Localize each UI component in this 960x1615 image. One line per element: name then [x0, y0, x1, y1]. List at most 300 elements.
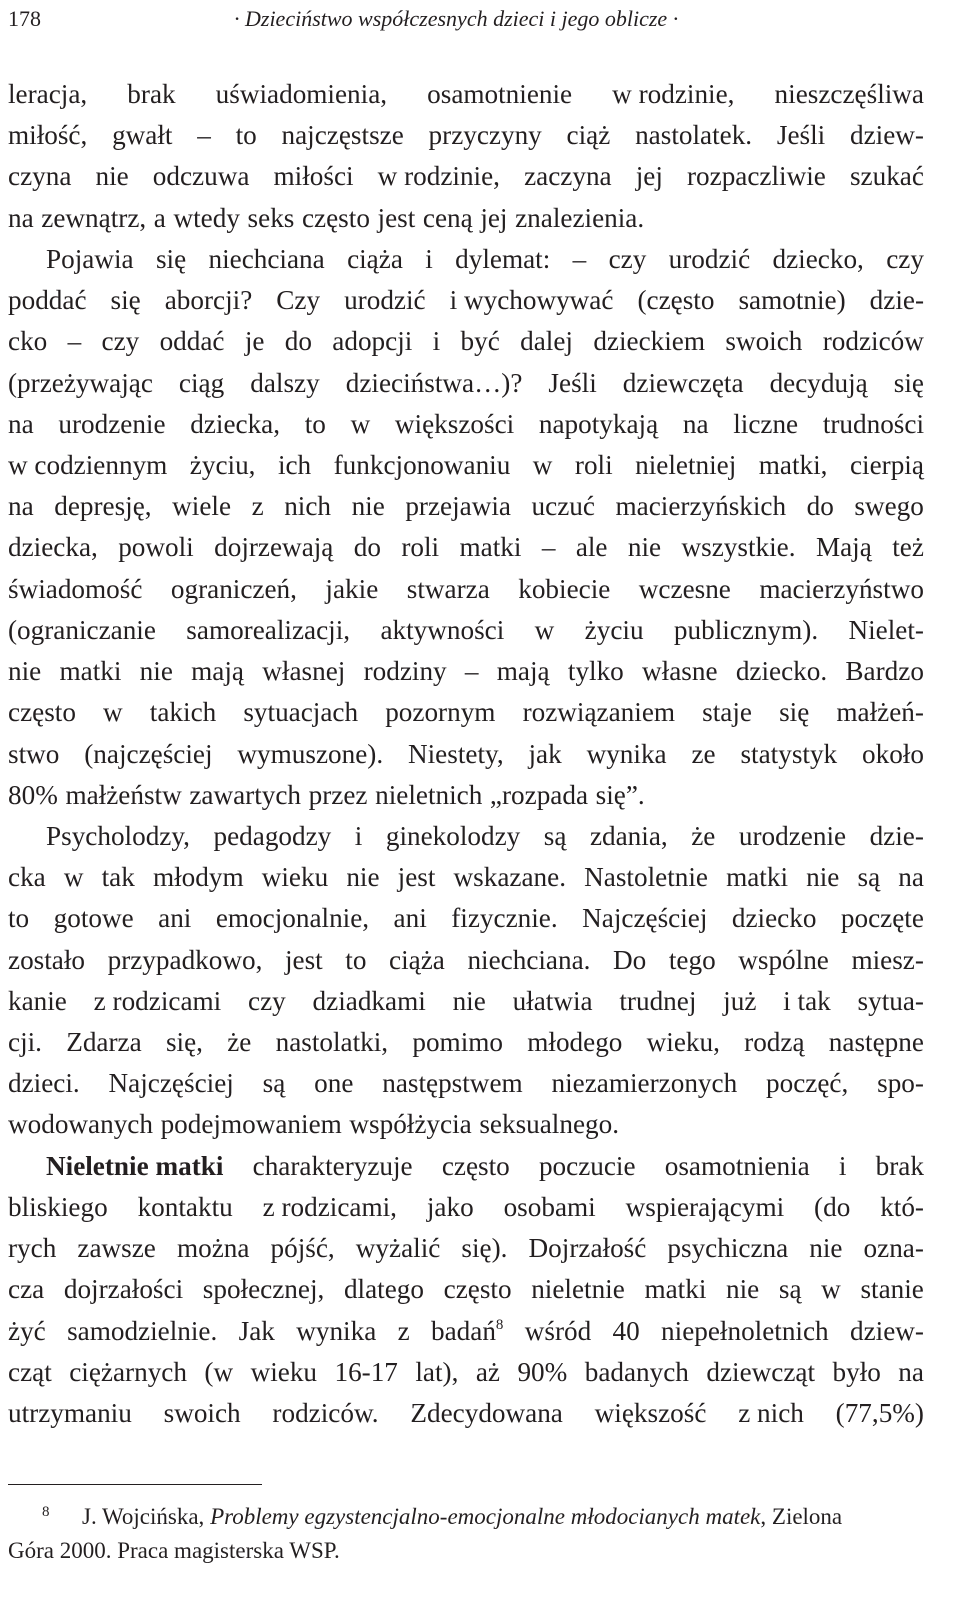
word: dziew-	[849, 1315, 924, 1346]
word: w codziennym	[8, 449, 168, 480]
word: czy	[608, 243, 647, 274]
word: urodzić	[344, 285, 426, 316]
word: ograniczeń,	[170, 573, 297, 604]
word: jako	[426, 1191, 474, 1222]
text-line	[8, 404, 924, 445]
word: większości	[394, 408, 515, 439]
word: –	[197, 120, 211, 151]
word: depresję,	[54, 491, 152, 522]
word: są	[857, 862, 881, 893]
word: w	[821, 1274, 841, 1305]
word: czy	[101, 326, 140, 357]
text-line	[8, 857, 924, 898]
word: i	[432, 326, 441, 357]
word: cji.	[8, 1027, 42, 1058]
footnote-line-2: Góra 2000. Praca magisterska WSP.	[8, 1538, 340, 1563]
word: pójść,	[270, 1233, 335, 1264]
word: ceną	[422, 202, 473, 233]
word: ginekolodzy	[385, 820, 521, 851]
word: ciąża	[389, 944, 445, 975]
footnote-rest: , Zielona	[760, 1504, 843, 1529]
word: nastolatki,	[275, 1027, 389, 1058]
word: osamotnienie	[427, 79, 573, 109]
word: się	[155, 243, 187, 274]
word: –	[541, 532, 556, 563]
word: w	[350, 408, 371, 439]
word: (ograniczanie	[8, 614, 156, 645]
word: kanie	[8, 985, 67, 1016]
word: ciąża	[347, 243, 403, 274]
word: do	[353, 532, 381, 563]
word: odczuwa	[152, 161, 250, 192]
word: brak	[127, 79, 176, 109]
running-title: · Dzieciństwo współczesnych dzieci i jego oblicze ·	[234, 6, 679, 31]
word: ozna-	[863, 1233, 924, 1264]
word: było	[832, 1356, 881, 1387]
word: nie	[139, 656, 173, 687]
word: dziewcząt	[706, 1356, 816, 1387]
word: większość	[594, 1398, 707, 1428]
word: fizycznie.	[451, 903, 558, 934]
word: świadomość	[8, 573, 143, 604]
word: miłości	[273, 161, 354, 192]
word: matki	[726, 862, 789, 893]
word: dalszy	[250, 367, 320, 398]
word: ciąż	[566, 120, 611, 151]
word: wśród	[524, 1315, 592, 1346]
word: jej	[635, 161, 663, 192]
word: je	[244, 326, 265, 357]
text-line	[8, 816, 924, 857]
word: wieku,	[646, 1027, 720, 1058]
word: dziecko	[731, 903, 817, 934]
text-line	[8, 981, 924, 1022]
word: samodzielnie.	[67, 1315, 218, 1346]
word: Nastoletnie	[584, 862, 708, 893]
word: z nich	[738, 1398, 804, 1428]
word: macierzyńskich	[615, 491, 787, 522]
running-head	[8, 2, 720, 36]
word: nieszczęśliwa	[774, 79, 924, 109]
word: wspierającymi	[625, 1191, 785, 1222]
word: brak	[875, 1150, 924, 1181]
word: sytuacjach	[243, 697, 359, 728]
word: decydują	[769, 367, 868, 398]
word: uczuć	[531, 491, 595, 522]
word: nastolatek.	[635, 120, 753, 151]
text-line	[8, 692, 924, 733]
word: i tak	[783, 985, 831, 1016]
word: zawsze	[77, 1233, 156, 1264]
word: matki,	[758, 449, 828, 480]
word: Do	[613, 944, 647, 975]
word: społecznej,	[202, 1274, 325, 1305]
word: stwarza	[406, 573, 490, 604]
word: podejmowaniem	[160, 1109, 342, 1140]
word: miesz-	[851, 944, 924, 975]
word: uświadomienia,	[215, 79, 388, 109]
word: niechciana	[208, 243, 325, 274]
word: młodym	[152, 862, 244, 893]
word: dziecko.	[735, 656, 828, 687]
word: Najczęściej	[108, 1068, 234, 1099]
word: nie	[806, 862, 840, 893]
word: trudności	[822, 408, 924, 439]
word: poczęte	[840, 903, 924, 934]
word: przypadkowo,	[107, 944, 263, 975]
word: 80%	[8, 779, 58, 810]
text-line	[8, 1063, 924, 1104]
word: czy	[886, 243, 924, 274]
word: nieletnich	[375, 779, 483, 810]
word: żyć	[8, 1315, 46, 1346]
word: wskazane.	[453, 862, 567, 893]
word: na	[8, 408, 34, 439]
word: gwałt	[112, 120, 173, 151]
word: nieletnie	[531, 1274, 625, 1305]
word: być	[460, 326, 500, 357]
word: dziadkami	[312, 985, 426, 1016]
word: Jak	[238, 1315, 275, 1346]
text-line	[8, 363, 924, 404]
word: następstwem	[382, 1068, 523, 1099]
word: wynika	[296, 1315, 377, 1346]
word: nie	[95, 161, 129, 192]
word: w	[534, 614, 555, 645]
word: się).	[461, 1233, 508, 1264]
word: to	[8, 903, 30, 934]
text-line	[8, 1393, 924, 1434]
word: dzieckiem	[593, 326, 706, 357]
text-line	[8, 445, 924, 486]
text-line	[8, 610, 924, 651]
word: (często	[637, 285, 715, 316]
word: oddać	[159, 326, 225, 357]
word: małżeństw	[65, 779, 182, 810]
word: dziewczęta	[622, 367, 744, 398]
word: dziew-	[849, 120, 924, 151]
word: przyczyny	[428, 120, 542, 151]
word: emocjonalnie,	[215, 903, 370, 934]
word: dzie-	[869, 820, 924, 851]
word: rozpaczliwie	[686, 161, 826, 192]
word: zawartych	[189, 779, 302, 810]
word: szukać	[849, 161, 924, 192]
word: a	[153, 202, 166, 233]
word: aż	[475, 1356, 500, 1387]
word: są	[543, 820, 567, 851]
word: Dojrzałość	[528, 1233, 647, 1264]
word: swego	[854, 491, 924, 522]
word: dzie-	[869, 285, 924, 316]
word: na	[898, 1356, 924, 1387]
word: ciąg	[178, 367, 225, 398]
word: urodzić	[668, 243, 751, 274]
word: są	[262, 1068, 286, 1099]
word: aktywności	[380, 614, 505, 645]
word: Zdecydowana	[410, 1398, 563, 1428]
word: współżycia	[349, 1109, 472, 1140]
word: i	[425, 243, 433, 274]
text-line	[8, 775, 924, 816]
word: Bardzo	[845, 656, 924, 687]
word: przez	[308, 779, 368, 810]
word: pozornym	[385, 697, 496, 728]
word: jest	[397, 862, 436, 893]
word: rych	[8, 1233, 57, 1264]
word: życiu,	[189, 449, 256, 480]
word: zostało	[8, 944, 86, 975]
word: nieletniej	[635, 449, 737, 480]
word: Najczęściej	[582, 903, 708, 934]
word: –	[464, 656, 479, 687]
word: jest	[284, 944, 323, 975]
word: na	[8, 491, 34, 522]
word: wczesne	[638, 573, 731, 604]
word: i	[838, 1150, 847, 1181]
word: zaczyna	[524, 161, 612, 192]
word: dziecko,	[772, 243, 864, 274]
word: Pojawia	[46, 243, 134, 274]
word: stwo	[8, 738, 60, 769]
word: ze	[691, 738, 716, 769]
word: na	[8, 202, 34, 233]
word: adopcji	[332, 326, 413, 357]
word: dylemat:	[455, 243, 551, 274]
word: własnej	[262, 656, 346, 687]
word: pomimo	[412, 1027, 503, 1058]
word: roli	[401, 532, 440, 563]
word: cza	[8, 1274, 45, 1305]
text-line	[8, 486, 924, 527]
word: i wychowywać	[449, 285, 614, 316]
word: miłość,	[8, 120, 88, 151]
word: seksualnego.	[479, 1109, 620, 1140]
word: często	[441, 1150, 510, 1181]
word: wodowanych	[8, 1109, 153, 1140]
word: publicznym).	[673, 614, 819, 645]
word: zewnątrz,	[41, 202, 147, 233]
text-line	[8, 1269, 924, 1310]
word: często	[443, 1274, 512, 1305]
word: następne	[828, 1027, 924, 1058]
word: Mają	[815, 532, 872, 563]
word: nie	[452, 985, 486, 1016]
footnote-title: Problemy egzystencjalno-emocjonalne młodocianych matek	[210, 1504, 761, 1529]
footnote-reference: 8	[495, 1316, 504, 1333]
word: stanie	[860, 1274, 924, 1305]
word: badanych	[584, 1356, 689, 1387]
word: około	[862, 738, 924, 769]
word: czyna	[8, 161, 72, 192]
text-line	[8, 569, 924, 610]
word: nie	[627, 532, 662, 563]
word: ani	[393, 903, 427, 934]
word: do	[284, 326, 312, 357]
word: Czy	[276, 285, 321, 316]
word: urodzenie	[738, 820, 847, 851]
word: (do	[814, 1191, 851, 1222]
word: z rodzicami	[93, 985, 222, 1016]
word: małżeń-	[836, 697, 924, 728]
word: dalej	[520, 326, 573, 357]
word: jakie	[325, 573, 379, 604]
text-line	[8, 527, 924, 568]
word: wszystkie.	[681, 532, 796, 563]
word: ciężarnych	[69, 1356, 187, 1387]
body-text	[8, 74, 924, 1434]
word: bliskiego	[8, 1191, 108, 1222]
word: macierzyństwo	[759, 573, 924, 604]
word: samotnie)	[738, 285, 846, 316]
word: z	[251, 491, 264, 522]
page-number: 178	[8, 6, 41, 31]
word: do	[806, 491, 834, 522]
word: mają	[496, 656, 550, 687]
footnote-rule	[8, 1484, 262, 1485]
word: się”.	[595, 779, 645, 810]
word: kontaktu	[137, 1191, 233, 1222]
word: w	[63, 862, 84, 893]
word: dojrzewają	[214, 532, 334, 563]
word: (w	[204, 1356, 234, 1387]
word: jest	[377, 202, 416, 233]
bold-term: Nieletnie matki	[46, 1150, 224, 1181]
word: swoich	[163, 1398, 241, 1428]
word: takich	[149, 697, 217, 728]
word: się,	[165, 1027, 203, 1058]
word: dziecka,	[190, 408, 281, 439]
word: wiele	[172, 491, 232, 522]
word: na	[898, 862, 924, 893]
word: rodzą	[744, 1027, 805, 1058]
text-line	[8, 239, 924, 280]
word: mają	[191, 656, 244, 687]
word: niezamierzonych	[551, 1068, 738, 1099]
word: dziecka,	[8, 532, 98, 563]
word: samorealizacji,	[186, 614, 351, 645]
word: seks	[247, 202, 295, 233]
word: wspólne	[738, 944, 829, 975]
word: tylko	[567, 656, 624, 687]
word: osamotnienia	[664, 1150, 810, 1181]
word: można	[176, 1233, 250, 1264]
word: 16-17	[334, 1356, 398, 1387]
text-line	[8, 1352, 924, 1393]
word: osobami	[503, 1191, 596, 1222]
text-line	[8, 1146, 924, 1187]
word: one	[314, 1068, 354, 1099]
word: wieku	[250, 1356, 318, 1387]
footnote-line: 8 J. Wojcińska, Problemy egzystencjalno-emocjonalne młodocianych matek, Zielona	[42, 1504, 843, 1529]
word: poczęć,	[766, 1068, 849, 1099]
word: jej	[480, 202, 508, 233]
word: wieku	[261, 862, 329, 893]
word: jak	[528, 738, 562, 769]
word: wynika	[586, 738, 667, 769]
word: z	[397, 1315, 410, 1346]
word: kobiecie	[518, 573, 611, 604]
word: urodzenie	[58, 408, 166, 439]
word: 90%	[517, 1356, 568, 1387]
word: często	[8, 697, 76, 728]
word: ani	[158, 903, 192, 934]
word: często	[301, 202, 370, 233]
word: w rodzinie,	[612, 79, 735, 109]
word: napotykają	[538, 408, 659, 439]
word: przejawia	[405, 491, 511, 522]
word: (przeżywając	[8, 367, 153, 398]
word: psychiczna	[667, 1233, 789, 1264]
word: życiu	[584, 614, 644, 645]
word: na	[682, 408, 709, 439]
word: Zdarza	[66, 1027, 142, 1058]
word: swoich	[725, 326, 803, 357]
word: cząt	[8, 1356, 52, 1387]
word: funkcjonowaniu	[333, 449, 511, 480]
word: dzieci.	[8, 1068, 80, 1099]
text-line	[8, 198, 924, 239]
word: to	[304, 408, 326, 439]
text-line	[8, 1187, 924, 1228]
word: 40	[612, 1315, 640, 1346]
word: niepełnoletnich	[661, 1315, 829, 1346]
word: wtedy	[173, 202, 240, 233]
text-line	[8, 115, 924, 156]
word: pedagodzy	[213, 820, 332, 851]
word: wymuszone).	[237, 738, 384, 769]
word: aborcji?	[164, 285, 253, 316]
word: roli	[574, 449, 613, 480]
word: czy	[248, 985, 286, 1016]
word: to	[235, 120, 257, 151]
word: (najczęściej	[84, 738, 213, 769]
word: nie	[351, 491, 385, 522]
word: nie	[809, 1233, 843, 1264]
word: charakteryzuje	[252, 1150, 413, 1181]
word: tego	[668, 944, 716, 975]
text-line	[8, 74, 924, 115]
word: poczucie	[538, 1150, 636, 1181]
text-line	[8, 1311, 924, 1352]
word: dojrzałości	[63, 1274, 184, 1305]
word: Niestety,	[407, 738, 504, 769]
word: w	[103, 697, 123, 728]
text-line	[8, 156, 924, 197]
word: młodego	[527, 1027, 623, 1058]
word: i	[354, 820, 363, 851]
word: ale	[575, 532, 608, 563]
word: poddać	[8, 285, 87, 316]
word: z rodzicami,	[262, 1191, 397, 1222]
word: matki	[644, 1274, 707, 1305]
footnote-author: J. Wojcińska,	[82, 1504, 205, 1529]
word: cko	[8, 326, 48, 357]
word: gotowe	[53, 903, 134, 934]
word: Psycholodzy,	[46, 820, 190, 851]
word: powoli	[118, 532, 194, 563]
word: się	[779, 697, 810, 728]
text-line	[8, 1104, 924, 1145]
word: –	[67, 326, 82, 357]
word: się	[110, 285, 141, 316]
word: że	[691, 820, 716, 851]
word: leracja,	[8, 79, 88, 109]
word: nie	[346, 862, 380, 893]
text-line	[8, 321, 924, 362]
word: matki	[459, 532, 522, 563]
word: się	[893, 367, 924, 398]
